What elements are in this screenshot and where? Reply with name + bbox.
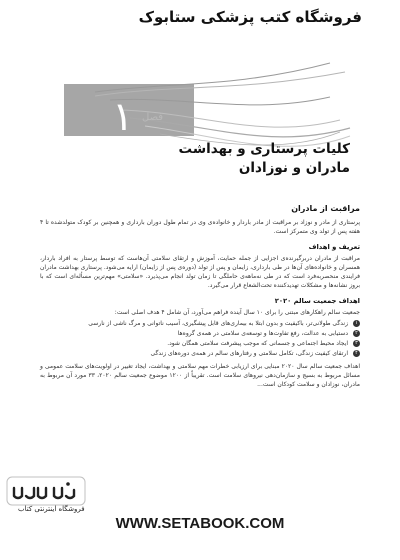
list-item: [40, 319, 360, 328]
list-item-text: ایجاد محیط اجتماعی و جسمانی که موجب پیشرفت سلامتی همگان شود.: [167, 340, 348, 347]
chapter-title-line1: کلیات پرستاری و بهداشت: [178, 141, 350, 157]
list-item: [40, 329, 360, 338]
list-item-text: ارتقای کیفیت زندگی، تکامل سلامتی و رفتارهای سالم در همه‌ی دوره‌های زندگی: [150, 350, 348, 357]
list-item: [40, 339, 360, 348]
list-item: [40, 349, 360, 358]
setabook-logo: [6, 476, 86, 506]
number-badge: ۱: [353, 320, 360, 327]
watermark-url: WWW.SETABOOK.COM: [115, 515, 285, 532]
store-title: فروشگاه کتب پزشکی ستابوک: [138, 8, 362, 26]
list-item-text: دستیابی به عدالت، رفع تفاوت‌ها و توسعه‌ی سلامتی در همه‌ی گروه‌ها: [177, 330, 348, 337]
chapter-word: فصل: [142, 112, 164, 123]
number-badge: ۴: [353, 350, 360, 357]
list-item-text: زندگی طولانی‌تر، باکیفیت و بدون ابتلا به بیماری‌های قابل پیشگیری، آسیب ناتوانی و مرگ ناشی از نارسی: [88, 320, 348, 327]
page-content: [40, 203, 360, 391]
number-badge: ۲: [353, 330, 360, 337]
logo-dot: [66, 482, 70, 486]
chapter-title-line2: مادران و نوزادان: [238, 160, 350, 176]
chapter-title: [179, 140, 350, 178]
goals-heading: اهداف جمعیت سالم ۲۰۲۰: [274, 297, 360, 305]
watermark-tagline: فروشگاه اینترنتی کتاب: [18, 505, 85, 513]
closing-paragraph: اهداف جمعیت سالم سال ۲۰۲۰ مبنایی برای ارزیابی خطرات مهم سلامتی و بهداشت، ایجاد تغییر در اولویت‌های سلامت عمومی و مسائل مربوط به بسیج و سازمان‌دهی نیروهای سلامت است. تقریباً از ۱۲۰۰ موضوع جمعیت سالم ۲۰۲۰، ۳۳ مورد آن مربوط به مادران، نوزادان و سلامت کودکان است...: [40, 363, 361, 388]
section-heading: مراقبت از مادران: [291, 204, 360, 213]
goals-intro: جمعیت سالم راهکارهای مبتنی را برای ۱۰ سال آینده فراهم می‌آورد، آن شامل ۴ هدف اصلی است:: [114, 309, 360, 316]
goals-list: [40, 319, 360, 358]
definition-heading: تعریف و اهداف: [308, 243, 360, 251]
chapter-number: ۱: [112, 94, 134, 140]
intro-paragraph: پرستاری از مادر و نوزاد بر مراقبت از مادر باردار و خانواده‌ی وی در تمام طول دوران بارداری و همچنین بر کودک متولدشده تا ۴ هفته پس از تولد وی متمرکز است.: [40, 219, 360, 235]
number-badge: ۳: [353, 340, 360, 347]
definition-paragraph: مراقبت از مادران دربرگیرنده‌ی اجزایی از جمله حمایت، آموزش و ارتقای سلامتی آن‌هاست که توسط پرستار به افراد باردار، همسران و خانواده‌های آن‌ها در طی بارداری، زایمان و پس از تولد (دوره‌ی پس از زایمان) ارایه می‌شود. پرستاری بهداشت مادران فرایندی منحصربه‌فرد است که در طی نه‌ماهه‌ی حاملگی تا زمان تولد انجام می‌پذیرد. «سلامتی» مهم‌ترین مسأله‌ای است که با بروز نشانه‌ها و مشکلات تهدیدکننده تحت‌الشعاع قرار می‌گیرد.: [40, 255, 360, 289]
